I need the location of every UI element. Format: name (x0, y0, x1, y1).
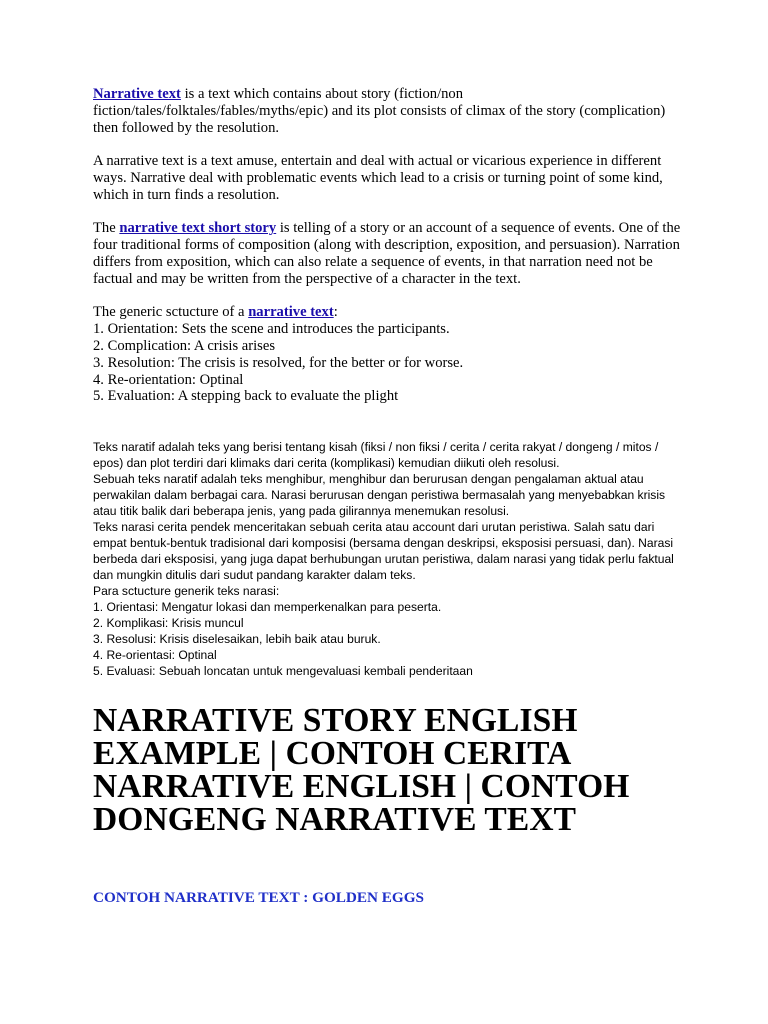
structure-item: 5. Evaluasi: Sebuah loncatan untuk mengevaluasi kembali penderitaan (93, 664, 473, 678)
structure-item: 1. Orientation: Sets the scene and introduces the participants. (93, 321, 450, 338)
narrative-text-link[interactable]: Narrative text (93, 86, 181, 102)
structure-item: 3. Resolution: The crisis is resolved, for the better or for worse. (93, 354, 464, 371)
indonesian-structure-intro: Para sctucture generik teks narasi: (93, 584, 280, 598)
generic-structure-block (93, 304, 683, 405)
indonesian-paragraph-1: Teks naratif adalah teks yang berisi tentang kisah (fiksi / non fiksi / cerita / cerita rakyat / dongeng / mitos / epos) dan plot terdiri dari klimaks dari cerita (komplikasi) kemudian diikuti oleh resolusi. (93, 440, 659, 470)
generic-structure-intro: The generic sctucture of a narrative text: (93, 304, 338, 321)
structure-list (93, 321, 683, 405)
structure-item: 2. Komplikasi: Krisis muncul (93, 616, 244, 630)
intro-paragraph-2: A narrative text is a text amuse, entertain and deal with actual or vicarious experience in different ways. Narrative deal with problematic events which lead to a crisis or turning point of some kind, which in turn finds a resolution. (93, 153, 663, 203)
intro-paragraph-3: The narrative text short story is telling of a story or an account of a sequence of events. One of the four traditional forms of composition (along with description, exposition, and persuasion). Narration differs from exposition, which can also relate a sequence of events, in that narration need not be factual and may be written from the perspective of a character in the text. (93, 220, 681, 287)
indonesian-structure-list (93, 599, 683, 679)
structure-item: 4. Re-orientation: Optinal (93, 371, 244, 388)
indonesian-paragraph-2: Sebuah teks naratif adalah teks menghibur, menghibur dan berurusan dengan pengalaman aktual atau perwakilan dalam berbagai cara. Narasi berurusan dengan peristiwa bermasalah yang menyebabkan krisis atau titik balik dari beberapa jenis, yang pada gilirannya menemukan resolusi. (93, 472, 666, 518)
indonesian-paragraph-3: Teks narasi cerita pendek menceritakan sebuah cerita atau account dari urutan peristiwa. Salah satu dari empat bentuk-bentuk tradisional dari komposisi (bersama dengan deskripsi, eksposisi persuasi, dan). Narasi berbeda dari eksposisi, yang juga dapat berhubungan urutan peristiwa, dalam narasi yang tidak perlu faktual dan mungkin ditulis dari sudut pandang karakter dalam teks. (93, 520, 674, 582)
structure-item: 2. Complication: A crisis arises (93, 337, 276, 354)
structure-item: 4. Re-orientasi: Optinal (93, 648, 217, 662)
english-section (93, 86, 683, 405)
structure-item: 5. Evaluation: A stepping back to evaluate the plight (93, 388, 399, 405)
page-title: NARRATIVE STORY ENGLISH EXAMPLE | CONTOH CERITA NARRATIVE ENGLISH | CONTOH DONGENG NARRATIVE TEXT (93, 702, 630, 838)
structure-item: 3. Resolusi: Krisis diselesaikan, lebih baik atau buruk. (93, 632, 381, 646)
intro-paragraph-1: Narrative text is a text which contains about story (fiction/non fiction/tales/folktales/fables/myths/epic) and its plot consists of climax of the story (complication) then followed by the resolution. (93, 86, 666, 136)
indonesian-section (93, 439, 683, 679)
structure-item: 1. Orientasi: Mengatur lokasi dan memperkenalkan para peserta. (93, 600, 442, 614)
narrative-text-link-2[interactable]: narrative text (248, 304, 334, 321)
story-subheading: CONTOH NARRATIVE TEXT : GOLDEN EGGS (93, 889, 424, 906)
narrative-text-short-story-link[interactable]: narrative text short story (119, 220, 277, 237)
